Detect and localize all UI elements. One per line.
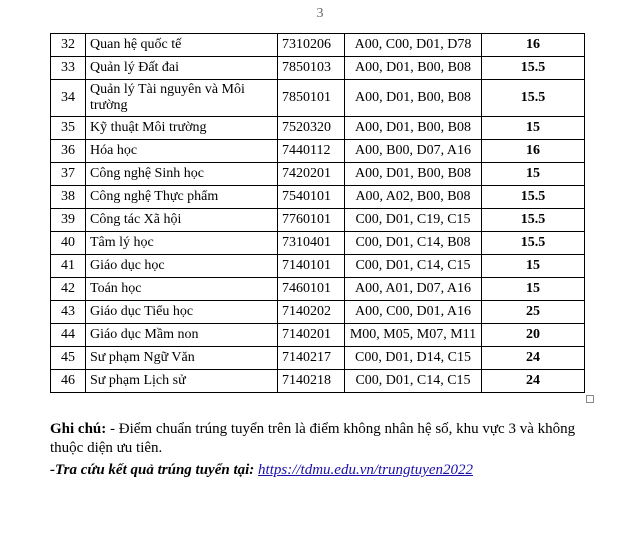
subject-combinations: A00, D01, B00, B08: [345, 80, 482, 117]
major-name: Giáo dục học: [86, 255, 278, 278]
cutoff-score: 16: [482, 140, 585, 163]
lookup-link[interactable]: https://tdmu.edu.vn/trungtuyen2022: [258, 462, 474, 478]
major-name: Sư phạm Ngữ Văn: [86, 347, 278, 370]
subject-combinations: A00, C00, D01, A16: [345, 301, 482, 324]
major-code: 7760101: [278, 209, 345, 232]
row-number: 39: [51, 209, 86, 232]
major-name: Giáo dục Mầm non: [86, 324, 278, 347]
cutoff-score: 15.5: [482, 57, 585, 80]
major-name: Công nghệ Thực phẩm: [86, 186, 278, 209]
cutoff-score: 15.5: [482, 186, 585, 209]
subject-combinations: C00, D01, C19, C15: [345, 209, 482, 232]
major-code: 7310401: [278, 232, 345, 255]
subject-combinations: A00, D01, B00, B08: [345, 117, 482, 140]
row-number: 42: [51, 278, 86, 301]
major-name: Quản lý Đất đai: [86, 57, 278, 80]
note-paragraph: [50, 420, 590, 458]
cutoff-score: 15: [482, 278, 585, 301]
admission-score-table: [50, 33, 585, 393]
major-code: 7420201: [278, 163, 345, 186]
subject-combinations: A00, B00, D07, A16: [345, 140, 482, 163]
major-code: 7140217: [278, 347, 345, 370]
subject-combinations: C00, D01, C14, C15: [345, 255, 482, 278]
major-name: Quan hệ quốc tế: [86, 34, 278, 57]
major-name: Tâm lý học: [86, 232, 278, 255]
row-number: 46: [51, 370, 86, 393]
major-code: 7140218: [278, 370, 345, 393]
subject-combinations: A00, D01, B00, B08: [345, 57, 482, 80]
table-row: [51, 347, 585, 370]
table-row: [51, 209, 585, 232]
row-number: 38: [51, 186, 86, 209]
cutoff-score: 24: [482, 347, 585, 370]
table-row: [51, 278, 585, 301]
table-row: [51, 80, 585, 117]
cutoff-score: 15: [482, 255, 585, 278]
lookup-label: -Tra cứu kết quả trúng tuyển tại:: [50, 462, 255, 478]
page-number: 3: [316, 6, 324, 21]
major-code: 7140202: [278, 301, 345, 324]
major-name: Giáo dục Tiểu học: [86, 301, 278, 324]
row-number: 34: [51, 80, 86, 117]
row-number: 40: [51, 232, 86, 255]
subject-combinations: A00, C00, D01, D78: [345, 34, 482, 57]
major-name: Kỹ thuật Môi trường: [86, 117, 278, 140]
subject-combinations: A00, D01, B00, B08: [345, 163, 482, 186]
row-number: 45: [51, 347, 86, 370]
row-number: 35: [51, 117, 86, 140]
subject-combinations: C00, D01, C14, B08: [345, 232, 482, 255]
subject-combinations: A00, A01, D07, A16: [345, 278, 482, 301]
cutoff-score: 15.5: [482, 209, 585, 232]
major-name: Công tác Xã hội: [86, 209, 278, 232]
subject-combinations: C00, D01, D14, C15: [345, 347, 482, 370]
table-row: [51, 34, 585, 57]
major-code: 7850103: [278, 57, 345, 80]
major-code: 7850101: [278, 80, 345, 117]
row-number: 32: [51, 34, 86, 57]
cutoff-score: 25: [482, 301, 585, 324]
notes-section: [50, 420, 590, 480]
table-row: [51, 232, 585, 255]
table-row: [51, 301, 585, 324]
row-number: 43: [51, 301, 86, 324]
table-row: [51, 186, 585, 209]
subject-combinations: A00, A02, B00, B08: [345, 186, 482, 209]
table-row: [51, 255, 585, 278]
table-row: [51, 117, 585, 140]
major-code: 7140101: [278, 255, 345, 278]
table-row: [51, 163, 585, 186]
major-code: 7310206: [278, 34, 345, 57]
major-code: 7520320: [278, 117, 345, 140]
row-number: 41: [51, 255, 86, 278]
table-row: [51, 57, 585, 80]
row-number: 36: [51, 140, 86, 163]
major-name: Công nghệ Sinh học: [86, 163, 278, 186]
cutoff-score: 20: [482, 324, 585, 347]
major-name: Toán học: [86, 278, 278, 301]
table-resize-handle[interactable]: [586, 395, 594, 403]
cutoff-score: 15.5: [482, 80, 585, 117]
cutoff-score: 16: [482, 34, 585, 57]
row-number: 33: [51, 57, 86, 80]
cutoff-score: 15: [482, 117, 585, 140]
lookup-paragraph: [50, 461, 590, 480]
subject-combinations: M00, M05, M07, M11: [345, 324, 482, 347]
major-code: 7540101: [278, 186, 345, 209]
major-code: 7440112: [278, 140, 345, 163]
major-name: Sư phạm Lịch sử: [86, 370, 278, 393]
major-code: 7140201: [278, 324, 345, 347]
cutoff-score: 24: [482, 370, 585, 393]
major-code: 7460101: [278, 278, 345, 301]
major-name: Quản lý Tài nguyên và Môi trường: [86, 80, 278, 117]
cutoff-score: 15.5: [482, 232, 585, 255]
admission-score-table-body: [51, 34, 585, 393]
row-number: 44: [51, 324, 86, 347]
subject-combinations: C00, D01, C14, C15: [345, 370, 482, 393]
cutoff-score: 15: [482, 163, 585, 186]
table-row: [51, 140, 585, 163]
table-row: [51, 370, 585, 393]
table-row: [51, 324, 585, 347]
note-text: - Điểm chuẩn trúng tuyển trên là điểm không nhân hệ số, khu vực 3 và không thuộc diện ưu tiên.: [50, 421, 576, 456]
row-number: 37: [51, 163, 86, 186]
major-name: Hóa học: [86, 140, 278, 163]
note-label: Ghi chú:: [50, 421, 107, 437]
